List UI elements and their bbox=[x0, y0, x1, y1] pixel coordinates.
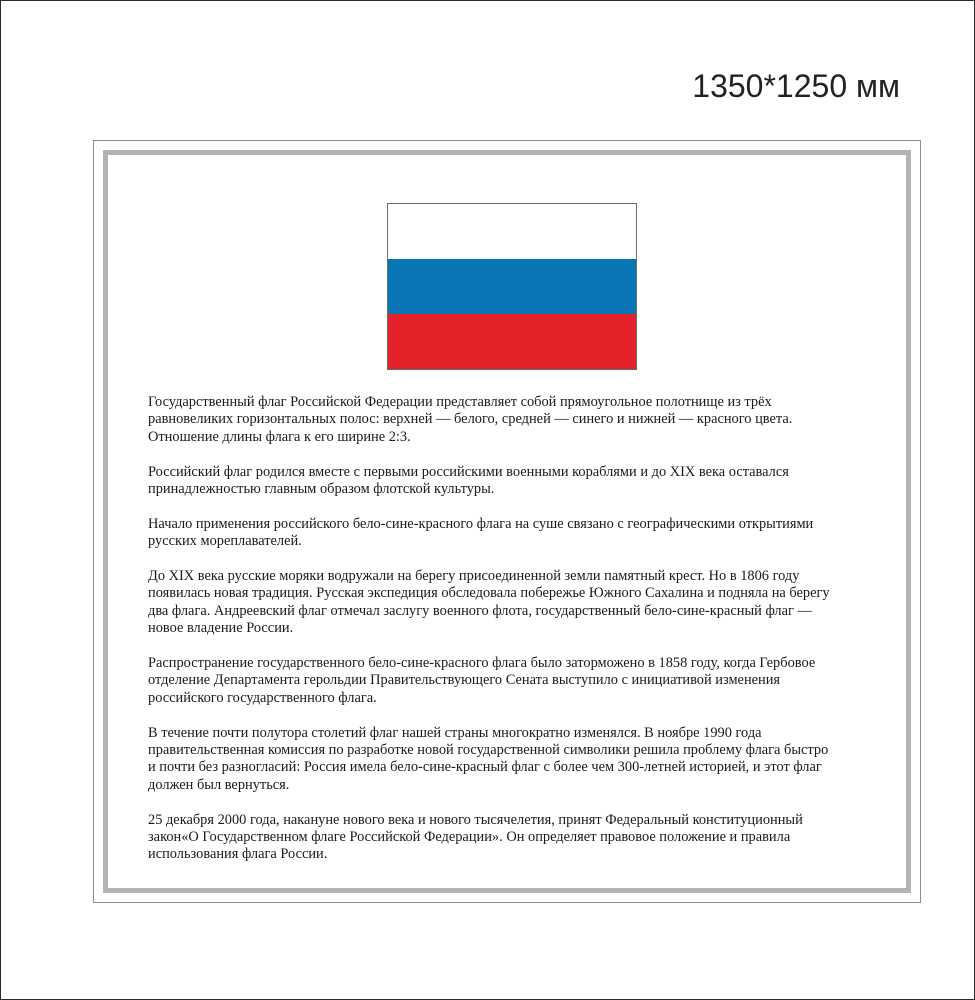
panel-border bbox=[103, 150, 911, 893]
flag-stripe-white bbox=[388, 204, 636, 259]
flag-stripe-blue bbox=[388, 259, 636, 314]
paragraph-3: Начало применения российского бело-сине-красного флага на суше связано с географическими открытиями русских мореплавателей. bbox=[148, 515, 814, 550]
info-panel bbox=[93, 140, 921, 903]
size-label: 1350*1250 мм bbox=[692, 68, 900, 104]
russian-flag bbox=[387, 203, 637, 370]
paragraph-4: До XIX века русские моряки водружали на берегу присоединенной земли памятный крест. Но в 1806 году появилась новая традиция. Русская экспедиция обследовала побережье Южного Сахалина и подняла на берегу два флага. Андреевский флаг отмечал заслугу военного флота, государственный бело-сине-красный флаг — новое владение России. bbox=[148, 568, 830, 637]
paragraph-7: 25 декабря 2000 года, накануне нового века и нового тысячелетия, принят Федеральный конституционный закон«О Государственном флаге Российской Федерации». Он определяет правовое положение и правила использования флага России. bbox=[148, 811, 803, 863]
paragraph-6: В течение почти полутора столетий флаг нашей страны многократно изменялся. В ноябре 1990 года правительственная комиссия по разработке новой государственной символики решила проблему флага быстро и почти без разногласий: Россия имела бело-сине-красный флаг с более чем 300-летней историей, и этот флаг должен был вернуться. bbox=[148, 724, 829, 793]
flag-stripe-red bbox=[388, 314, 636, 369]
paragraph-5: Распространение государственного бело-сине-красного флага было заторможено в 1858 году, когда Гербовое отделение Департамента герольдии Правительствующего Сената выступило с инициативой изменения российского государственного флага. bbox=[148, 655, 816, 706]
paragraph-2: Российский флаг родился вместе с первыми российскими военными кораблями и до XIX века оставался принадлежностью главным образом флотской культуры. bbox=[148, 463, 789, 498]
paragraph-1: Государственный флаг Российской Федерации представляет собой прямоугольное полотнище из трёх равновеликих горизонтальных полос: верхней — белого, средней — синего и нижней — красного цвета. Отношение длины флага к его ширине 2:3. bbox=[148, 394, 793, 445]
description-text bbox=[148, 394, 868, 881]
